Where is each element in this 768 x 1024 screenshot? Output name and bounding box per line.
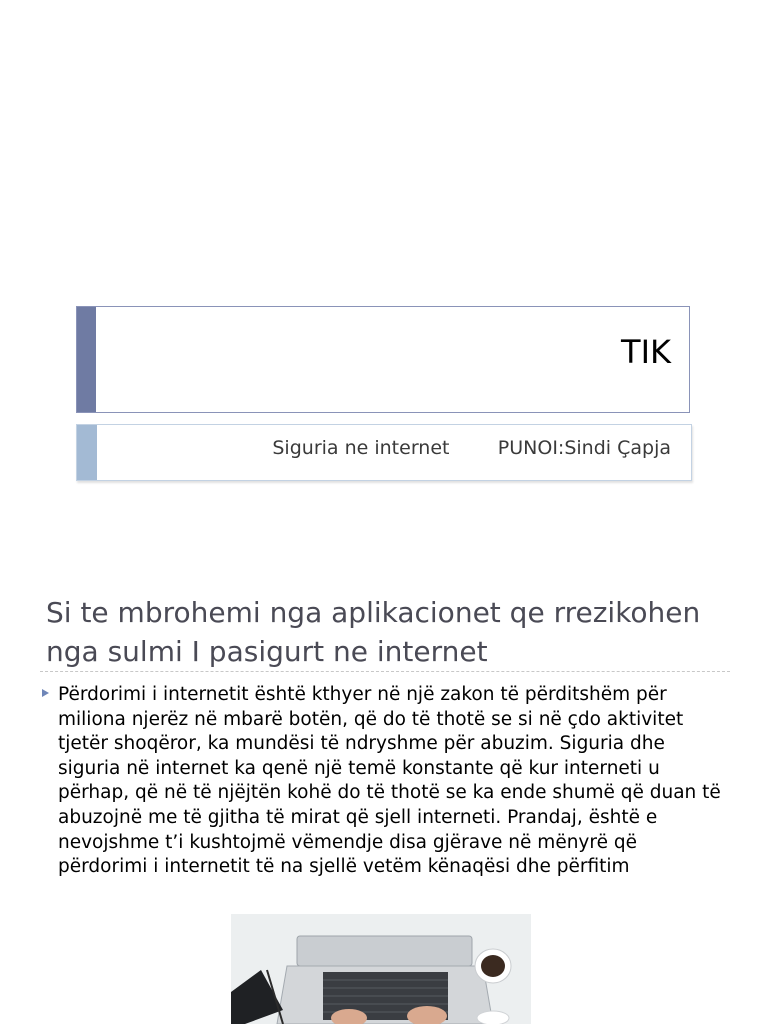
laptop-lid: [297, 936, 472, 966]
laptop-photo: [231, 914, 531, 1024]
coffee: [481, 955, 505, 977]
subtitle-accent-bar: [77, 425, 97, 480]
slide-subtitle: Siguria ne internet PUNOI:Sindi Çapja: [272, 437, 671, 459]
title-accent-bar: [77, 307, 96, 412]
bullet-paragraph: Përdorimi i internetit është kthyer në një zakon të përditshëm për miliona njerëz në mbarë botën, që do të thotë se si në çdo aktivitet tjetër shoqëror, ka mundësi të ndryshme për abuzim. Siguria dhe siguria në internet ka qenë një temë konstante që kur interneti u përhap, që në të njëjtën kohë do të thotë se ka ende shumë që duan të abuzojnë me të gjitha të mirat që sjell interneti. Prandaj, është e nevojshme t’i kushtojmë vëmendje disa gjërave në mënyrë që përdorimi i internetit të na sjellë vetëm kënaqësi dhe përfitim: [58, 684, 721, 878]
laptop-desk-illustration: [231, 914, 531, 1024]
subtitle-box: [76, 424, 692, 481]
slide2-heading: Si te mbrohemi nga aplikacionet qe rrezikohen nga sulmi I pasigurt ne internet: [46, 596, 701, 668]
slide-title: TIK: [621, 333, 671, 371]
heading-divider: [40, 671, 730, 672]
saucer: [477, 1011, 509, 1024]
title-box: [76, 306, 690, 413]
bullet-arrow-icon: [42, 689, 49, 697]
